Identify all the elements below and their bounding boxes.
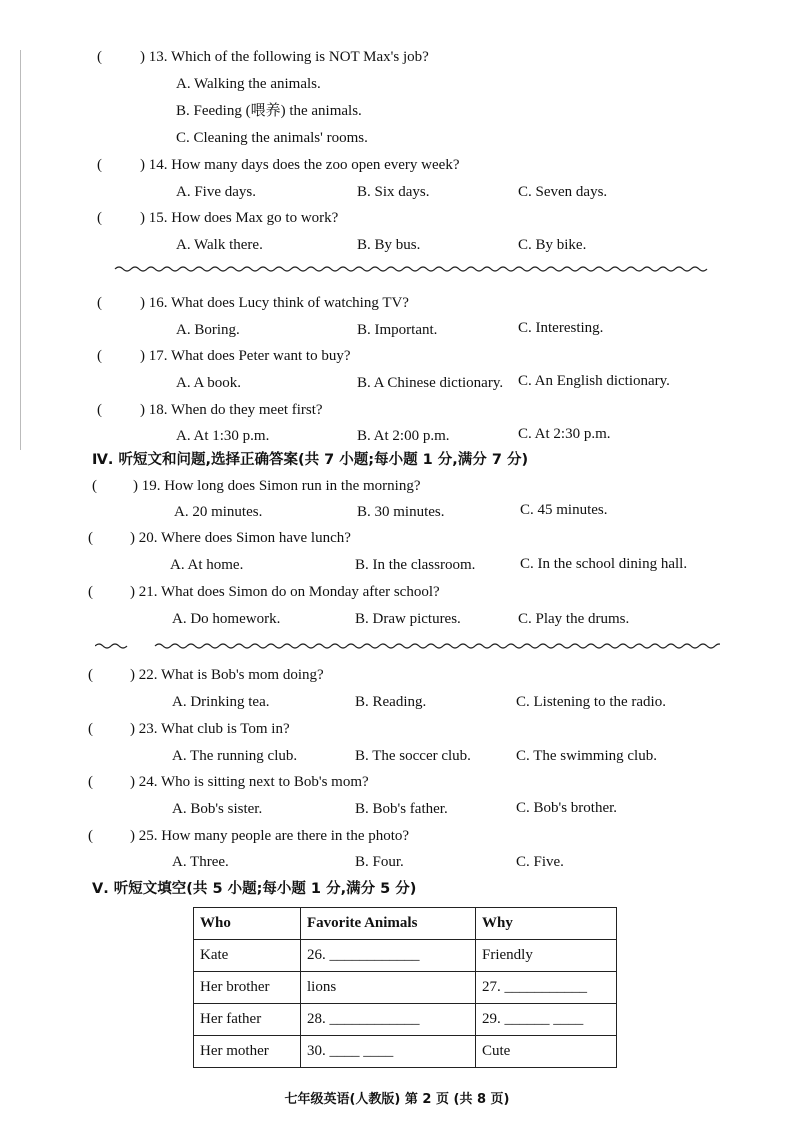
option-19c: C. 45 minutes.: [520, 502, 608, 518]
answer-paren: (: [97, 157, 102, 173]
option-16c: C. Interesting.: [518, 320, 604, 336]
table-header-row: [194, 908, 617, 940]
option-23a: A. The running club.: [172, 748, 298, 764]
question-20: ) 20. Where does Simon have lunch?: [130, 530, 351, 546]
option-14c: C. Seven days.: [518, 184, 608, 200]
question-17: ) 17. What does Peter want to buy?: [140, 348, 351, 364]
wavy-divider: [95, 640, 720, 652]
question-13: ) 13. Which of the following is NOT Max's job?: [140, 49, 429, 65]
option-17b: B. A Chinese dictionary.: [357, 375, 504, 391]
option-18a: A. At 1:30 p.m.: [176, 428, 270, 444]
page-footer: 七年级英语(人教版) 第 2 页 (共 8 页): [284, 1092, 510, 1107]
answer-paren: (: [88, 584, 93, 600]
question-23: ) 23. What club is Tom in?: [130, 721, 290, 737]
option-22a: A. Drinking tea.: [172, 694, 270, 710]
option-13c: C. Cleaning the animals' rooms.: [176, 130, 368, 146]
question-18: ) 18. When do they meet first?: [140, 402, 323, 418]
answer-paren: (: [88, 721, 93, 737]
question-21: ) 21. What does Simon do on Monday after school?: [130, 584, 440, 600]
option-14b: B. Six days.: [357, 184, 430, 200]
option-16a: A. Boring.: [176, 322, 240, 338]
option-21b: B. Draw pictures.: [355, 611, 461, 627]
header-favorite-animals: Favorite Animals: [301, 908, 476, 940]
option-17a: A. A book.: [176, 375, 242, 391]
option-17c: C. An English dictionary.: [518, 373, 670, 389]
option-24c: C. Bob's brother.: [516, 800, 618, 816]
option-18c: C. At 2:30 p.m.: [518, 426, 611, 442]
cell-who: Her mother: [194, 1036, 301, 1068]
option-14a: A. Five days.: [176, 184, 256, 200]
option-25c: C. Five.: [516, 854, 564, 870]
answer-paren: (: [88, 828, 93, 844]
option-22b: B. Reading.: [355, 694, 427, 710]
blank-26[interactable]: 26. ____________: [301, 940, 476, 972]
option-18b: B. At 2:00 p.m.: [357, 428, 450, 444]
option-23b: B. The soccer club.: [355, 748, 471, 764]
option-25b: B. Four.: [355, 854, 404, 870]
table-row: [194, 940, 617, 972]
question-22: ) 22. What is Bob's mom doing?: [130, 667, 324, 683]
header-why: Why: [476, 908, 617, 940]
table-row: [194, 1004, 617, 1036]
question-16: ) 16. What does Lucy think of watching TV?: [140, 295, 409, 311]
question-25: ) 25. How many people are there in the photo?: [130, 828, 410, 844]
option-24a: A. Bob's sister.: [172, 801, 263, 817]
cell-why: Friendly: [476, 940, 617, 972]
option-13a: A. Walking the animals.: [176, 76, 321, 92]
wavy-divider: [95, 263, 720, 275]
cell-animal: lions: [301, 972, 476, 1004]
answer-paren: (: [97, 295, 102, 311]
option-25a: A. Three.: [172, 854, 229, 870]
question-24: ) 24. Who is sitting next to Bob's mom?: [130, 774, 369, 790]
answer-paren: (: [97, 348, 102, 364]
answer-paren: (: [92, 478, 97, 494]
question-14: ) 14. How many days does the zoo open every week?: [140, 157, 460, 173]
table-row: [194, 972, 617, 1004]
cell-who: Kate: [194, 940, 301, 972]
blank-27[interactable]: 27. ___________: [476, 972, 617, 1004]
option-24b: B. Bob's father.: [355, 801, 448, 817]
option-21a: A. Do homework.: [172, 611, 281, 627]
option-15b: B. By bus.: [357, 237, 421, 253]
option-23c: C. The swimming club.: [516, 748, 657, 764]
answer-paren: (: [97, 402, 102, 418]
answer-paren: (: [88, 667, 93, 683]
section-v-heading: Ⅴ. 听短文填空(共 5 小题;每小题 1 分,满分 5 分): [92, 881, 417, 897]
answer-paren: (: [97, 49, 102, 65]
option-16b: B. Important.: [357, 322, 438, 338]
table-row: [194, 1036, 617, 1068]
option-13b: B. Feeding (喂养) the animals.: [176, 103, 362, 119]
binding-line: [20, 50, 21, 450]
cell-who: Her father: [194, 1004, 301, 1036]
option-15a: A. Walk there.: [176, 237, 263, 253]
blank-28[interactable]: 28. ____________: [301, 1004, 476, 1036]
header-who: Who: [194, 908, 301, 940]
option-20a: A. At home.: [170, 557, 244, 573]
section-iv-heading: Ⅳ. 听短文和问题,选择正确答案(共 7 小题;每小题 1 分,满分 7 分): [92, 452, 529, 468]
option-20b: B. In the classroom.: [355, 557, 476, 573]
option-20c: C. In the school dining hall.: [520, 556, 688, 572]
cell-why: Cute: [476, 1036, 617, 1068]
question-15: ) 15. How does Max go to work?: [140, 210, 339, 226]
option-22c: C. Listening to the radio.: [516, 694, 666, 710]
fill-in-table: [193, 907, 617, 1068]
cell-who: Her brother: [194, 972, 301, 1004]
answer-paren: (: [88, 530, 93, 546]
question-19: ) 19. How long does Simon run in the morning?: [133, 478, 421, 494]
blank-30[interactable]: 30. ____ ____: [301, 1036, 476, 1068]
answer-paren: (: [88, 774, 93, 790]
answer-paren: (: [97, 210, 102, 226]
option-19b: B. 30 minutes.: [357, 504, 445, 520]
option-19a: A. 20 minutes.: [174, 504, 263, 520]
blank-29[interactable]: 29. ______ ____: [476, 1004, 617, 1036]
option-21c: C. Play the drums.: [518, 611, 630, 627]
option-15c: C. By bike.: [518, 237, 587, 253]
